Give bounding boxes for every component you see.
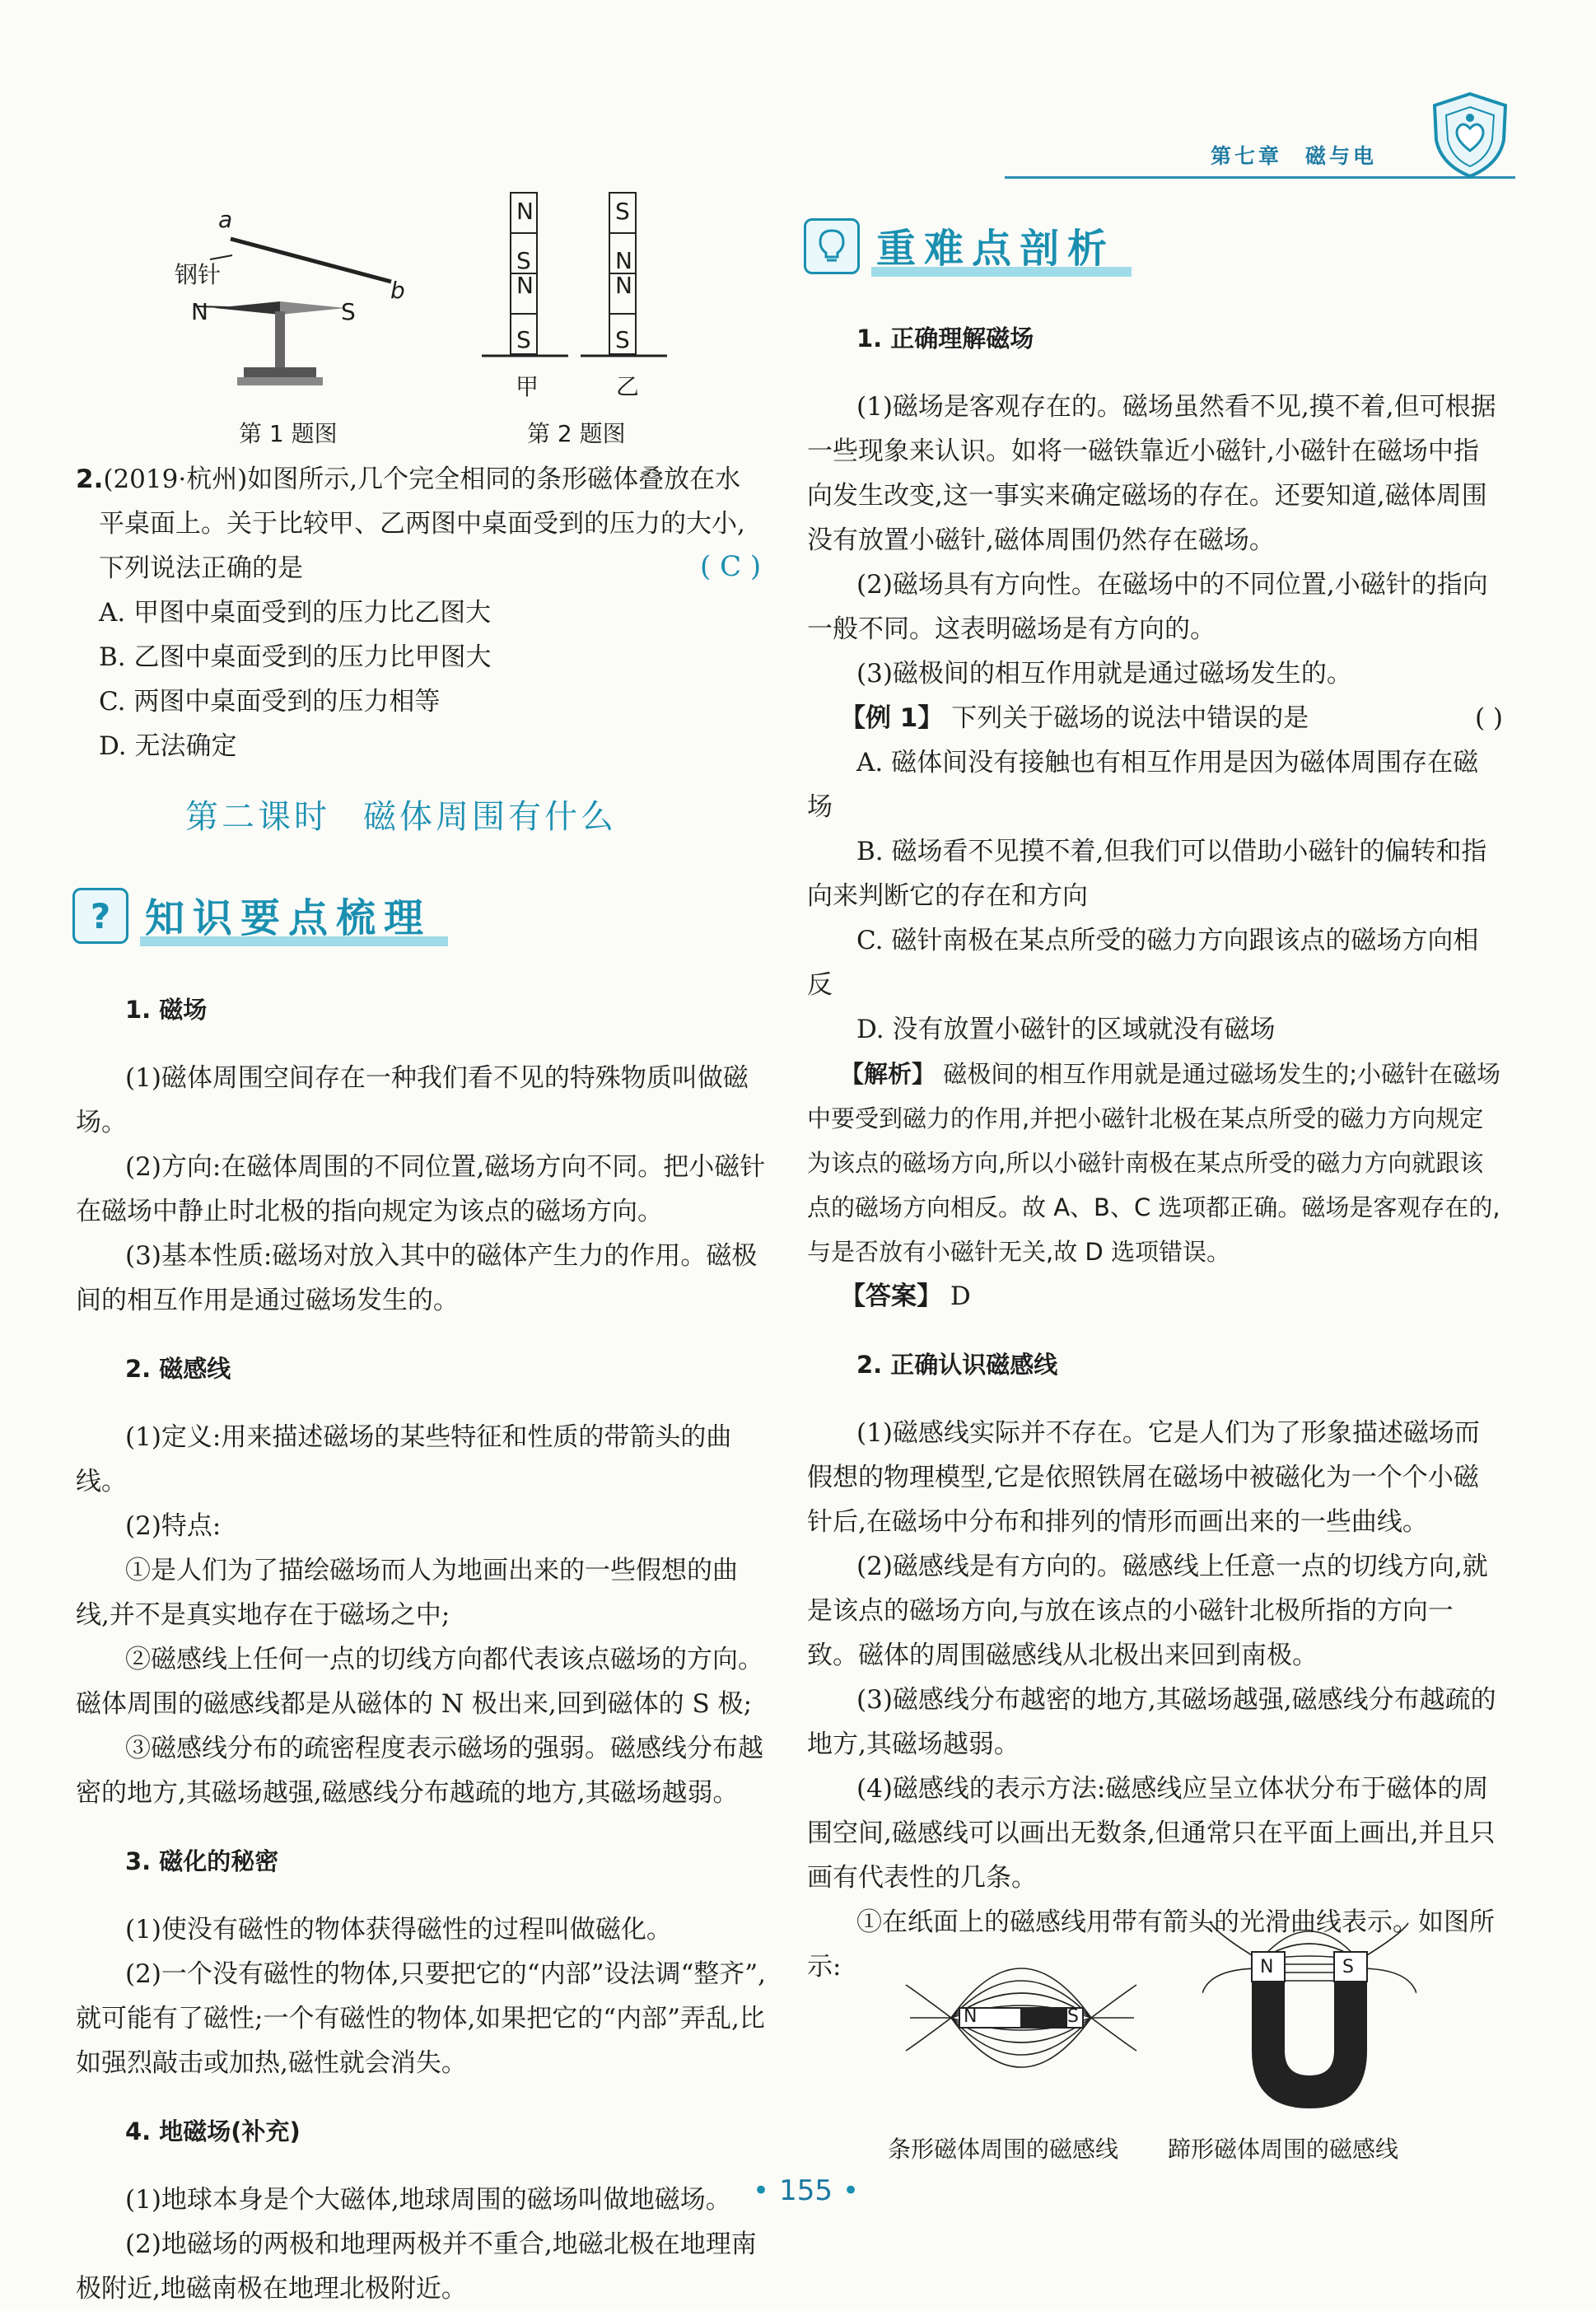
shield-logo-icon <box>1425 89 1515 180</box>
key-points-content <box>807 292 1503 1989</box>
chapter-title: 磁与电 <box>1305 144 1378 168</box>
paragraph: (2)一个没有磁性的物体,只要把它的“内部”设法调“整齐”,就可能有了磁性;一个有磁性的物体,如果把它的“内部”弄乱,比如强烈敲击或加热,磁性就会消失。 <box>76 1959 767 2078</box>
question-2-option-a: A. 甲图中桌面受到的压力比乙图大 <box>99 598 492 628</box>
section-banner-knowledge <box>72 885 440 946</box>
example-1-stem <box>807 696 1503 740</box>
paragraph: ②磁感线上任何一点的切线方向都代表该点磁场的方向。磁体周围的磁感线都是从磁体的 N 极出来,回到磁体的 S 极; <box>76 1645 763 1719</box>
bar-magnet-field-figure <box>902 1927 1141 2108</box>
question-2 <box>76 457 768 768</box>
paragraph: (2)方向:在磁体周围的不同位置,磁场方向不同。把小磁针在磁场中静止时北极的指向规定为该点的磁场方向。 <box>76 1152 766 1226</box>
example-option-a: A. 磁体间没有接触也有相互作用是因为磁体周围存在磁场 <box>807 748 1479 822</box>
fig2-label-yi: 乙 <box>616 373 640 400</box>
fig2-right-2: N <box>615 247 632 274</box>
horseshoe-n: N <box>1260 1957 1274 1977</box>
horseshoe-magnet-field-figure <box>1202 1919 1416 2117</box>
paragraph: (2)磁场具有方向性。在磁场中的不同位置,小磁针的指向一般不同。这表明磁场是有方向的。 <box>807 570 1488 644</box>
fig2-right-4: S <box>615 326 630 353</box>
answer-text: D <box>950 1282 971 1311</box>
chapter-header <box>1211 140 1400 170</box>
bar-magnet-s: S <box>1067 2006 1079 2027</box>
fig2-left-2: S <box>516 247 531 274</box>
question-2-option-d: D. 无法确定 <box>99 731 237 761</box>
horseshoe-caption: 蹄形磁体周围的磁感线 <box>1168 2136 1399 2163</box>
section-title-knowledge: 知识要点梳理 <box>140 886 440 946</box>
analysis-text: 磁极间的相互作用就是通过磁场发生的;小磁针在磁场中要受到磁力的作用,并把小磁针北极在某点所受的磁力方向规定为该点的磁场方向,所以小磁针南极在某点所受的磁力方向就跟该点的磁场方向相反。故 A、B、C 选项都正确。磁场是客观存在的,与是否放有小磁针无关,故 D 选项错误。 <box>807 1060 1501 1266</box>
dot-icon: • <box>753 2174 770 2207</box>
paragraph: (2)特点: <box>125 1511 222 1541</box>
example-label: 【例 1】 <box>840 703 944 733</box>
bar-magnet-caption: 条形磁体周围的磁感线 <box>888 2136 1119 2163</box>
section-banner-key-points <box>804 216 1123 277</box>
answer-label: 【答案】 <box>840 1282 942 1311</box>
lesson-name: 磁体周围有什么 <box>363 798 617 836</box>
question-2-option-c: C. 两图中桌面受到的压力相等 <box>99 687 441 717</box>
example-text: 下列关于磁场的说法中错误的是 <box>951 703 1309 733</box>
paragraph: (3)磁感线分布越密的地方,其磁场越强,磁感线分布越疏的地方,其磁场越弱。 <box>807 1685 1496 1759</box>
fig2-left-1: N <box>516 198 534 225</box>
heading-field-lines-right: 2. 正确认识磁感线 <box>856 1351 1058 1379</box>
paragraph: (2)磁感线是有方向的。磁感线上任意一点的切线方向,就是该点的磁场方向,与放在该点的小磁针北极所指的方向一致。磁体的周围磁感线从北极出来回到南极。 <box>807 1552 1488 1670</box>
paragraph: (1)磁场是客观存在的。磁场虽然看不见,摸不着,但可根据一些现象来认识。如将一磁铁靠近小磁针,小磁针在磁场中指向发生改变,这一事实来确定磁场的存在。还要知道,磁体周围没有放置小磁针,磁体周围仍然存在磁场。 <box>807 392 1496 555</box>
page-number: • 155 • <box>753 2174 860 2207</box>
fig2-right-3: N <box>615 272 632 299</box>
fig1-label-a: a <box>218 206 233 233</box>
heading-field-lines: 2. 磁感线 <box>125 1355 231 1383</box>
heading-magnetization: 3. 磁化的秘密 <box>125 1847 279 1875</box>
lightbulb-icon <box>804 218 860 274</box>
lesson-part: 第二课时 <box>185 798 330 836</box>
fig1-label-n: N <box>191 298 208 325</box>
paragraph: ①是人们为了描绘磁场而人为地画出来的一些假想的曲线,并不是真实地存在于磁场之中; <box>76 1556 738 1630</box>
paragraph: (1)地球本身是个大磁体,地球周围的磁场叫做地磁场。 <box>125 2185 731 2215</box>
paragraph: (1)定义:用来描述磁场的某些特征和性质的带箭头的曲线。 <box>76 1422 732 1496</box>
bar-magnet-n: N <box>964 2006 978 2027</box>
question-mark-icon: ? <box>72 888 128 944</box>
heading-understand-field: 1. 正确理解磁场 <box>856 324 1034 352</box>
fig1-label-needle: 钢针 <box>175 261 222 288</box>
paragraph: (4)磁感线的表示方法:磁感线应呈立体状分布于磁体的周围空间,磁感线可以画出无数条,但通常只在平面上画出,并且只画有代表性的几条。 <box>807 1774 1496 1893</box>
paragraph: (1)磁感线实际并不存在。它是人们为了形象描述磁场而假想的物理模型,它是依照铁屑在磁场中被磁化为一个个小磁针后,在磁场中分布和排列的情形而画出来的一些曲线。 <box>807 1418 1480 1537</box>
fig2-left-3: N <box>516 272 534 299</box>
chapter-number: 第七章 <box>1211 144 1283 168</box>
knowledge-content <box>76 964 768 2311</box>
heading-magnetic-field: 1. 磁场 <box>125 996 208 1024</box>
paragraph: (1)磁体周围空间存在一种我们看不见的特殊物质叫做磁场。 <box>76 1063 749 1137</box>
example-option-d: D. 没有放置小磁针的区域就没有磁场 <box>856 1015 1276 1044</box>
question-2-answer: ( C ) <box>700 550 762 583</box>
paragraph: (1)使没有磁性的物体获得磁性的过程叫做磁化。 <box>125 1915 672 1945</box>
fig2-label-jia: 甲 <box>516 373 539 400</box>
paragraph: ③磁感线分布的疏密程度表示磁场的强弱。磁感线分布越密的地方,其磁场越强,磁感线分布越疏的地方,其磁场越弱。 <box>76 1734 763 1808</box>
example-answer <box>807 1274 1503 1319</box>
analysis-label: 【解析】 <box>840 1060 936 1088</box>
fig2-left-4: S <box>516 326 531 353</box>
example-option-b: B. 磁场看不见摸不着,但我们可以借助小磁针的偏转和指向来判断它的存在和方向 <box>807 837 1487 911</box>
lesson-title <box>185 791 617 838</box>
paragraph: ①在纸面上的磁感线用带有箭头的光滑曲线表示。如图所示: <box>807 1907 1495 1982</box>
example-option-c: C. 磁针南极在某点所受的磁力方向跟该点的磁场方向相反 <box>807 926 1479 1000</box>
figure-2-stacked-magnets <box>478 189 684 371</box>
horseshoe-s: S <box>1342 1957 1354 1977</box>
fig1-label-b: b <box>390 277 405 304</box>
fig1-label-s: S <box>341 298 356 325</box>
example-answer-blank: ( ) <box>1474 703 1503 733</box>
paragraph: (2)地磁场的两极和地理两极并不重合,地磁北极在地理南极附近,地磁南极在地理北极附近。 <box>76 2229 757 2304</box>
question-2-line1: 2.(2019·杭州)如图所示,几个完全相同的条形磁体叠放在水 <box>76 465 741 494</box>
fig2-caption: 第 2 题图 <box>527 420 626 447</box>
paragraph: (3)基本性质:磁场对放入其中的磁体产生力的作用。磁极间的相互作用是通过磁场发生的。 <box>76 1241 758 1315</box>
section-title-key-points: 重难点剖析 <box>871 217 1123 277</box>
heading-earth-field: 4. 地磁场(补充) <box>125 2117 301 2145</box>
fig1-caption: 第 1 题图 <box>239 420 338 447</box>
example-analysis <box>807 1052 1503 1274</box>
question-2-number: 2. <box>76 465 104 494</box>
question-2-line3: 下列说法正确的是 <box>99 553 303 583</box>
question-2-line2: 平桌面上。关于比较甲、乙两图中桌面受到的压力的大小, <box>99 509 745 539</box>
paragraph: (3)磁极间的相互作用就是通过磁场发生的。 <box>856 659 1352 689</box>
dot-icon: • <box>842 2174 860 2207</box>
question-2-option-b: B. 乙图中桌面受到的压力比甲图大 <box>99 642 492 672</box>
fig2-right-1: S <box>615 198 630 225</box>
